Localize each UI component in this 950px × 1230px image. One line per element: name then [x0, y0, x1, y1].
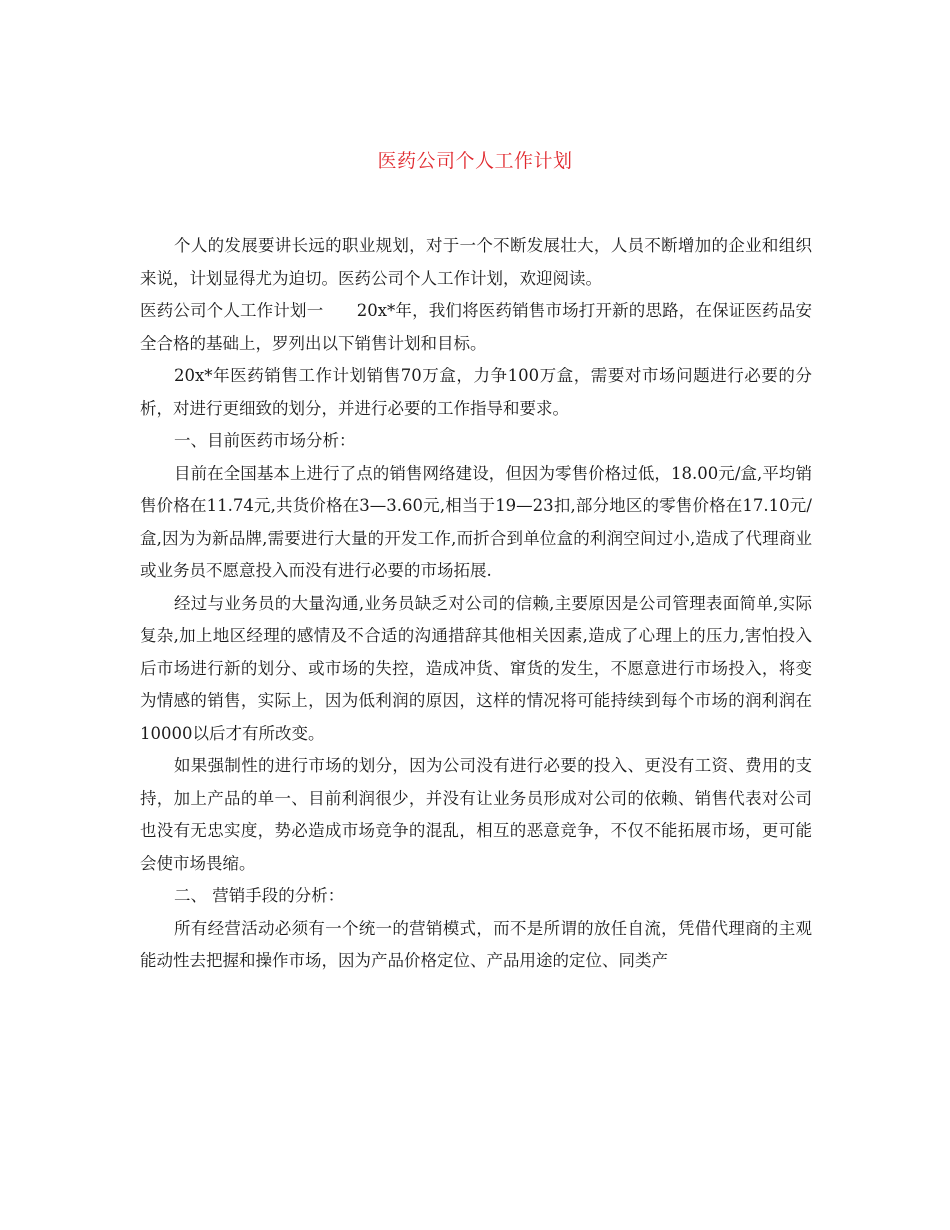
section-heading-marketing-means: 二、 营销手段的分析：	[174, 886, 345, 905]
paragraph-intro: 个人的发展要讲长远的职业规划，对于一个不断发展壮大，人员不断增加的企业和组织来说，计划显得尤为迫切。医药公司个人工作计划，欢迎阅读。	[140, 236, 812, 288]
paragraph-price-analysis: 目前在全国基本上进行了点的销售网络建设，但因为零售价格过低，18.00元/盒,平均销售价格在11.74元,共货价格在3—3.60元,相当于19—23扣,部分地区的零售价格在17.10元/盒,因为为新品牌,需要进行大量的开发工作,而折合到单位盒的利润空间过小,造成了代理商业或业务员不愿意投入而没有进行必要的市场拓展.	[140, 463, 812, 580]
document-title: 医药公司个人工作计划	[377, 150, 573, 172]
paragraph-market-division: 如果强制性的进行市场的划分，因为公司没有进行必要的投入、更没有工资、费用的支持，加上产品的单一、目前利润很少，并没有让业务员形成对公司的依赖、销售代表对公司也没有无忠实度，势必造成市场竞争的混乱，相互的恶意竞争，不仅不能拓展市场，更可能会使市场畏缩。	[140, 756, 812, 873]
paragraph-sales-staff: 经过与业务员的大量沟通,业务员缺乏对公司的信赖,主要原因是公司管理表面简单,实际复杂,加上地区经理的感情及不合适的沟通措辞其他相关因素,造成了心理上的压力,害怕投入后市场进行新的划分、或市场的失控，造成冲货、窜货的发生，不愿意进行市场投入，将变为情感的销售，实际上，因为低利润的原因，这样的情况将可能持续到每个市场的润利润在10000以后才有所改变。	[140, 593, 812, 743]
paragraph-marketing-model: 所有经营活动必须有一个统一的营销模式，而不是所谓的放任自流，凭借代理商的主观能动性去把握和操作市场，因为产品价格定位、产品用途的定位、同类产	[140, 918, 812, 970]
paragraph-sales-target: 20x*年医药销售工作计划销售70万盒，力争100万盒，需要对市场问题进行必要的分析，对进行更细致的划分，并进行必要的工作指导和要求。	[140, 366, 812, 418]
paragraph-plan-one: 医药公司个人工作计划一 20x*年，我们将医药销售市场打开新的思路，在保证医药品安全合格的基础上，罗列出以下销售计划和目标。	[140, 301, 812, 353]
section-heading-market-analysis: 一、目前医药市场分析：	[174, 431, 356, 450]
document-body	[140, 230, 812, 978]
